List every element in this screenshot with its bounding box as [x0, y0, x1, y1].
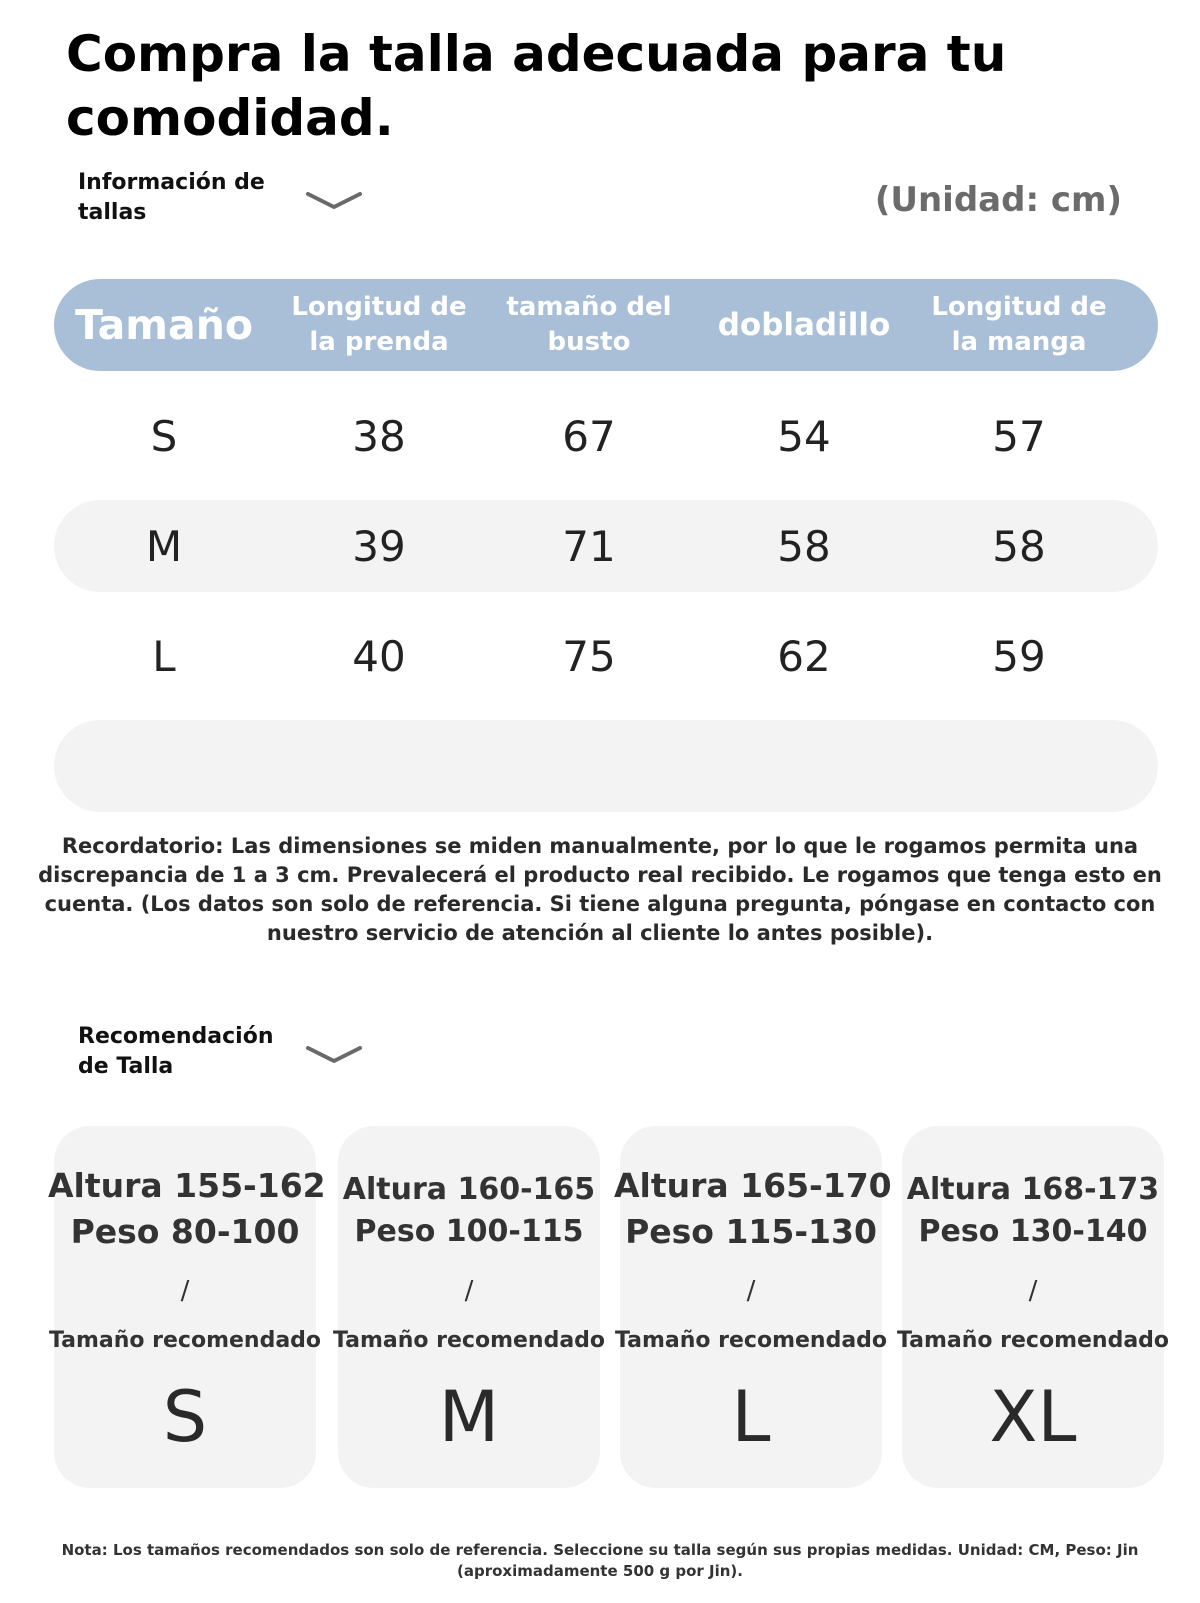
recommendation-label: Recomendación de Talla: [78, 1024, 274, 1079]
card-height: Altura 165-170: [614, 1166, 892, 1205]
header-garment-length: Longitud de la prenda: [291, 292, 467, 357]
cell-hem: 62: [777, 631, 831, 681]
header-bust: tamaño del busto: [506, 292, 672, 357]
card-divider: /: [464, 1276, 474, 1306]
card-divider: /: [180, 1276, 190, 1306]
header-hem: dobladillo: [717, 307, 891, 343]
footnote: Nota: Los tamaños recomendados son solo de referencia. Seleccione su talla según sus propias medidas. Unidad: CM, Peso: Jin (aproximadamente 500 g por Jin).: [61, 1541, 1139, 1580]
header-size: Tamaño: [74, 301, 254, 349]
card-size: XL: [989, 1376, 1077, 1458]
cell-sleeve-length: 59: [992, 631, 1046, 681]
card-rec-label: Tamaño recomendado: [332, 1328, 606, 1353]
cell-bust: 71: [562, 521, 616, 571]
card-size: S: [162, 1376, 208, 1458]
card-size: M: [438, 1376, 500, 1458]
cell-size: M: [145, 521, 183, 571]
size-card-xl: [896, 1126, 1170, 1488]
cell-sleeve-length: 57: [992, 411, 1046, 461]
cell-garment-length: 39: [352, 521, 406, 571]
size-card-m: [332, 1126, 606, 1488]
cell-size: S: [150, 411, 178, 461]
chevron-down-icon[interactable]: [305, 1044, 363, 1066]
card-weight: Peso 130-140: [918, 1214, 1148, 1249]
card-rec-label: Tamaño recomendado: [48, 1328, 322, 1353]
cell-hem: 58: [777, 521, 831, 571]
cell-hem: 54: [777, 411, 831, 461]
size-card-s: [48, 1126, 326, 1488]
card-weight: Peso 80-100: [70, 1212, 300, 1251]
header-sleeve-length: Longitud de la manga: [931, 292, 1107, 357]
table-row: [54, 500, 1158, 592]
table-row: [54, 610, 1158, 702]
card-divider: /: [746, 1276, 756, 1306]
card-rec-label: Tamaño recomendado: [896, 1328, 1170, 1353]
card-rec-label: Tamaño recomendado: [614, 1328, 888, 1353]
cell-garment-length: 40: [352, 631, 406, 681]
table-row-empty: [54, 720, 1158, 812]
card-divider: /: [1028, 1276, 1038, 1306]
unit-label: (Unidad: cm): [874, 180, 1122, 220]
table-header: [54, 279, 1158, 371]
size-info-label: Información de tallas: [78, 170, 265, 225]
card-height: Altura 155-162: [48, 1166, 326, 1205]
card-size: L: [731, 1376, 771, 1458]
card-weight: Peso 115-130: [625, 1212, 877, 1251]
cell-size: L: [152, 631, 176, 681]
card-weight: Peso 100-115: [354, 1214, 584, 1249]
size-card-l: [614, 1126, 892, 1488]
table-row: [54, 390, 1158, 482]
card-height: Altura 168-173: [906, 1172, 1160, 1207]
page-title: Compra la talla adecuada para tu comodidad.: [66, 25, 1007, 147]
cell-garment-length: 38: [352, 411, 406, 461]
reminder-text: Recordatorio: Las dimensiones se miden manualmente, por lo que le rogamos permita una discrepancia de 1 a 3 cm. Prevalecerá el producto real recibido. Le rogamos que tenga esto en cuenta. (Los datos son solo de referencia. Si tiene alguna pregunta, póngase en contacto con nuestro servicio de atención al cliente lo antes posible).: [38, 834, 1162, 945]
chevron-down-icon[interactable]: [305, 190, 363, 212]
cell-sleeve-length: 58: [992, 521, 1046, 571]
card-height: Altura 160-165: [342, 1172, 596, 1207]
cell-bust: 67: [562, 411, 616, 461]
cell-bust: 75: [562, 631, 616, 681]
